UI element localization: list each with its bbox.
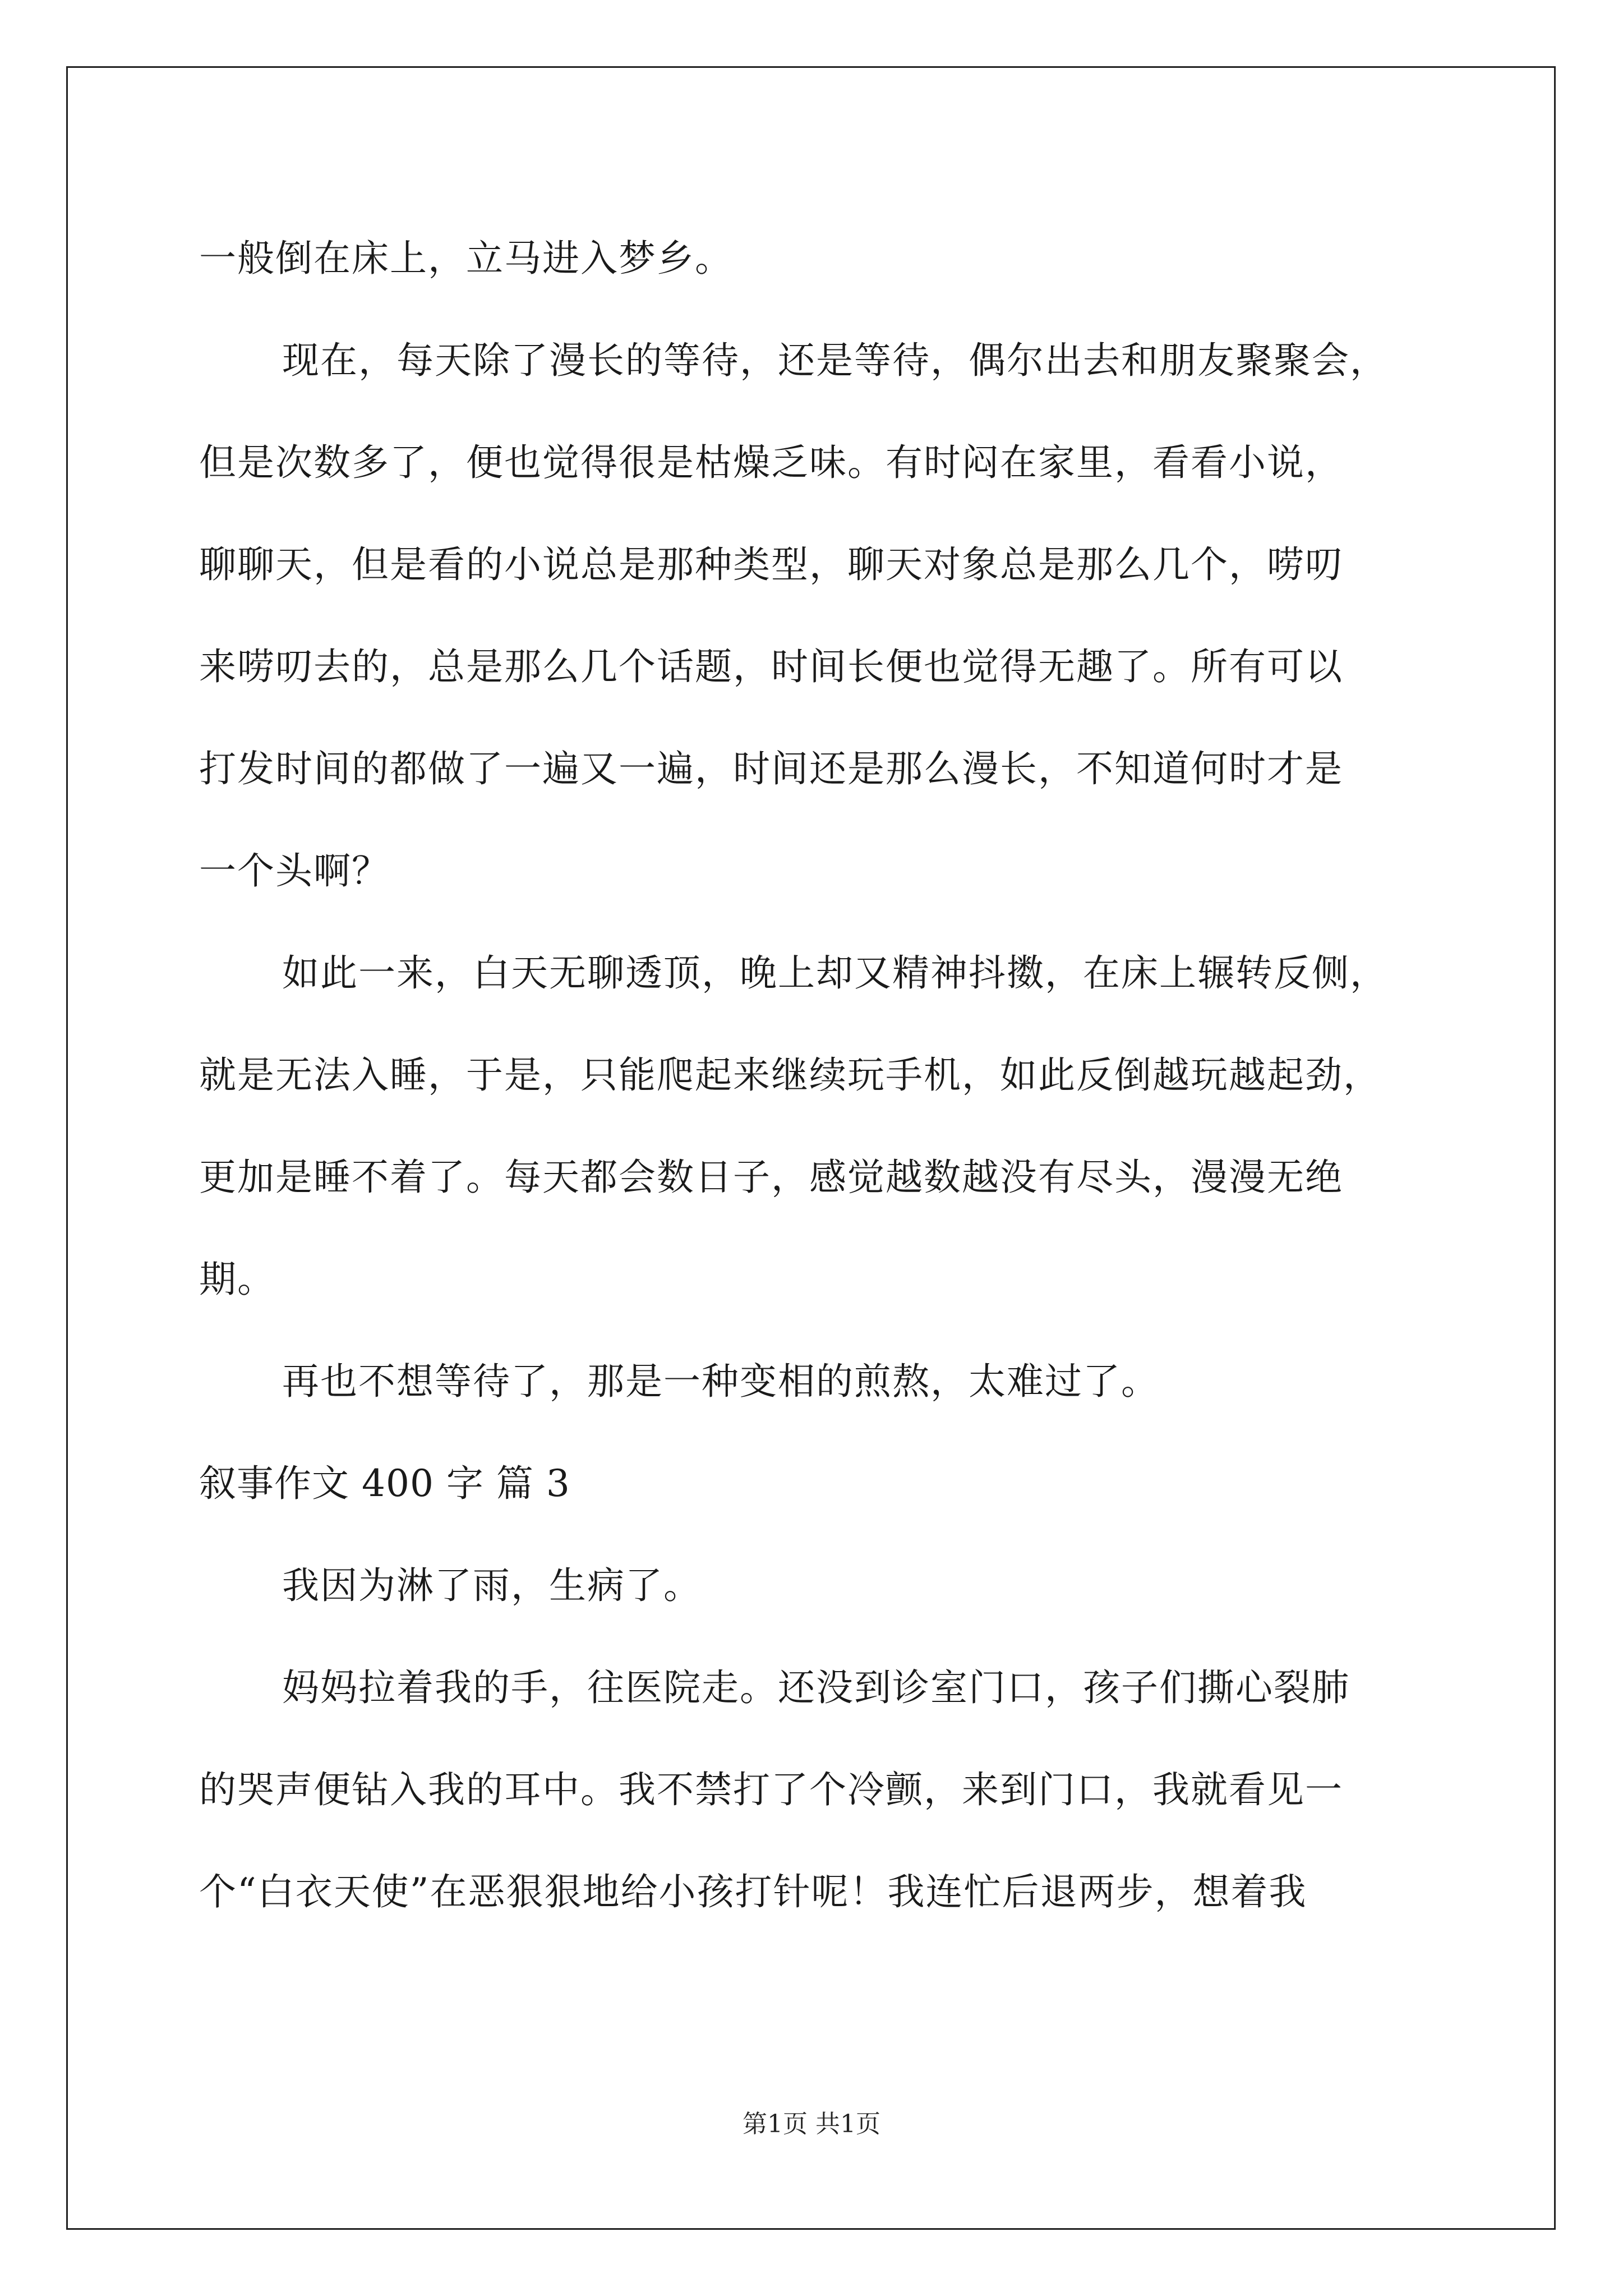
text-line: 来唠叨去的，总是那么几个话题，时间长便也觉得无趣了。所有可以 bbox=[199, 645, 1343, 688]
document-body bbox=[199, 208, 1467, 1943]
page-number-footer: 第1页 共1页 bbox=[743, 2110, 880, 2138]
text-line: 一般倒在床上，立马进入梦乡。 bbox=[199, 237, 733, 280]
text-line: 聊聊天，但是看的小说总是那种类型，聊天对象总是那么几个，唠叨 bbox=[199, 543, 1343, 586]
text-line: 打发时间的都做了一遍又一遍，时间还是那么漫长，不知道何时才是 bbox=[199, 747, 1343, 790]
paragraph-start-line: 如此一来，白天无聊透顶，晚上却又精神抖擞，在床上辗转反侧， bbox=[282, 951, 1388, 995]
text-line: 但是次数多了，便也觉得很是枯燥乏味。有时闷在家里，看看小说， bbox=[199, 441, 1343, 484]
text-line: 就是无法入睡，于是，只能爬起来继续玩手机，如此反倒越玩越起劲， bbox=[199, 1053, 1381, 1097]
paragraph-start-line: 我因为淋了雨，生病了。 bbox=[282, 1564, 702, 1607]
text-line: 个“白衣天使”在恶狠狠地给小孩打针呢！我连忙后退两步，想着我 bbox=[199, 1870, 1307, 1913]
paragraph-start-line: 再也不想等待了，那是一种变相的煎熬，太难过了。 bbox=[282, 1360, 1159, 1403]
text-line: 一个头啊？ bbox=[199, 849, 390, 892]
section-heading: 叙事作文 400 字 篇 3 bbox=[199, 1462, 570, 1505]
paragraph-start-line: 妈妈拉着我的手，往医院走。还没到诊室门口，孩子们撕心裂肺 bbox=[282, 1666, 1350, 1709]
text-line: 期。 bbox=[199, 1258, 275, 1301]
paragraph-start-line: 现在，每天除了漫长的等待，还是等待，偶尔出去和朋友聚聚会， bbox=[282, 339, 1388, 382]
text-line: 的哭声便钻入我的耳中。我不禁打了个冷颤，来到门口，我就看见一 bbox=[199, 1768, 1343, 1811]
text-line: 更加是睡不着了。每天都会数日子，感觉越数越没有尽头，漫漫无绝 bbox=[199, 1156, 1343, 1199]
